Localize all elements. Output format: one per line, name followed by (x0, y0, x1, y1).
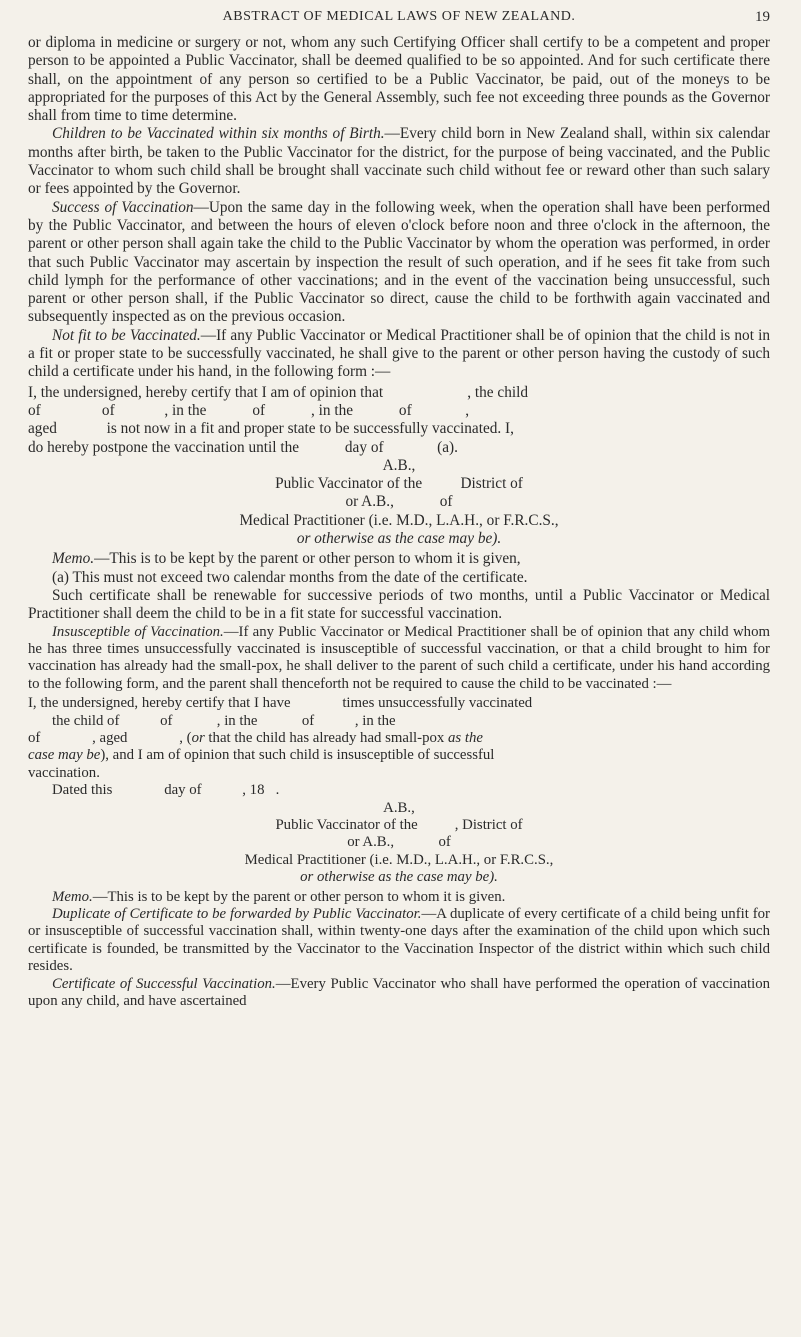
form-line (28, 730, 770, 747)
paragraph-successful-certificate (28, 976, 770, 1011)
certificate-form-postpone (28, 384, 770, 549)
form-text-italic: as the (448, 729, 483, 746)
signature-line: Medical Practitioner (i.e. M.D., L.A.H., or F.R.C.S., (244, 851, 554, 868)
page-header (28, 8, 770, 30)
form-line: aged is not now in a fit and proper state to be successfully vaccinated. I, (28, 420, 514, 438)
signature-line: A.B., (382, 456, 416, 474)
signature-line: or otherwise as the case may be). (296, 530, 502, 548)
memo-text: —This is to be kept by the parent or other person to whom it is given. (92, 888, 506, 905)
note-a: (a) This must not exceed two calendar months from the date of the certificate. (52, 568, 528, 586)
form-line: I, the undersigned, hereby certify that I am of opinion that , the child (28, 383, 528, 401)
section-heading: Children to be Vaccinated within six months of Birth. (52, 125, 385, 143)
form-line: of of , in the of , in the of , (28, 401, 470, 419)
form-text: ), and I am of opinion that such child is insusceptible of successful (100, 747, 495, 764)
form-line: I, the undersigned, hereby certify that I have times unsuccessfully vaccinated (28, 695, 533, 712)
form-text: that the child has already had small-pox (204, 729, 448, 746)
signature-line: Medical Practitioner (i.e. M.D., L.A.H., or F.R.C.S., (239, 511, 559, 529)
section-heading: Success of Vaccination (52, 198, 194, 216)
signature-line: Public Vaccinator of the District of (275, 475, 523, 493)
section-heading: Insusceptible of Vaccination. (52, 623, 224, 640)
certificate-form-insusceptible (28, 695, 770, 886)
paragraph-not-fit (28, 327, 770, 382)
form-text-italic: case may be (28, 747, 101, 764)
form-text: of , aged , ( (28, 729, 192, 746)
section-heading: Duplicate of Certificate to be forwarded by Public Vaccinator. (52, 906, 422, 922)
paragraph-insusceptible (28, 624, 770, 694)
memo-text: —This is to be kept by the parent or other person to whom it is given, (94, 550, 521, 568)
memo-insusceptible (28, 889, 770, 906)
paragraph-success (28, 199, 770, 327)
section-heading: Certificate of Successful Vaccination. (52, 975, 276, 992)
memo-heading: Memo. (52, 888, 93, 905)
paragraph-text: —If any Public Vaccinator or Medical Practitioner shall be of opinion that the child is not in a fit or proper state to be successfully vaccinated, he shall give to the parent or other person having the custody of such child a certificate under his hand, in the following form :— (28, 326, 770, 381)
page-number: 19 (755, 9, 770, 25)
paragraph-renewal: Such certificate shall be renewable for successive periods of two months, until a Public Vaccinator or Medical Practitioner shall deem the child to be in a fit state for successful vaccination. (28, 586, 770, 623)
signature-line: Public Vaccinator of the , District of (275, 816, 523, 833)
form-line: vaccination. (28, 764, 100, 781)
memo-postpone (28, 550, 770, 568)
paragraph-children-vaccinated (28, 125, 770, 198)
memo-heading: Memo. (52, 550, 95, 568)
paragraph-duplicate (28, 906, 770, 976)
paragraph-text: —Upon the same day in the following week, when the operation shall have been performed by the Public Vaccinator, and between the hours of eleven o'clock before noon and three o'clock in the afternoon, the parent or other person shall again take the child to the Public Vaccinator by whom the operation was performed, in order that such Public Vaccinator may ascertain by inspection the result of such operation, and if he sees fit take from such child lymph for the performance of other vaccinations; and in the event of the vaccination being unsuccessful, such parent or other person shall, if the Public Vaccinator so direct, cause the child to be forthwith again vaccinated and subsequently inspected as on the previous occasion. (28, 198, 770, 326)
paragraph-text: —Every child born in New Zealand shall, within six calendar months after birth, be taken to the Public Vaccinator for the district, for the purpose of being vaccinated, and the Public Vaccinator to whom such child shall be brought shall vaccinate such child without fee or reward other than such salary or fees appointed by the Governor. (28, 125, 770, 198)
running-head: ABSTRACT OF MEDICAL LAWS OF NEW ZEALAND. (222, 9, 576, 24)
form-line (28, 747, 770, 764)
dated-line: Dated this day of , 18 . (52, 782, 280, 799)
paragraph-text: —Every Public Vaccinator who shall have performed the operation of vaccination upon any child, and have ascertained (28, 975, 770, 1010)
signature-line: or A.B., of (347, 834, 451, 851)
signature-line: or A.B., of (345, 493, 453, 511)
paragraph-text: —If any Public Vaccinator or Medical Practitioner shall be of opinion that any child whom he has three times unsuccessfully vaccinated is insusceptible of successful vaccination, or that a child brought to him for vaccination has already had the small-pox, he shall deliver to the parent of such child a certificate, under his hand according to the following form, and the parent shall thenceforth not be required to cause the child to be vaccinated :— (28, 623, 770, 692)
form-line: the child of of , in the of , in the (52, 712, 396, 729)
signature-line: or otherwise as the case may be). (300, 869, 498, 886)
paragraph-appointment: or diploma in medicine or surgery or not, whom any such Certifying Officer shall certify to be a competent and proper person to be appointed a Public Vaccinator, shall be deemed qualified to be so appointed. And for such certificate there shall, on the appointment of any person so certified to be a Public Vaccinator, be paid, out of the moneys to be appropriated for the purposes of this Act by the General Assembly, such fee not exceeding three pounds as the Governor shall from time to time determine. (28, 34, 770, 125)
signature-line: A.B., (383, 799, 415, 816)
section-heading: Not fit to be Vaccinated. (52, 326, 201, 344)
form-text-italic: or (191, 729, 205, 746)
page-body (28, 34, 770, 1010)
form-line: do hereby postpone the vaccination until the day of (a). (28, 438, 458, 456)
paragraph-text: —A duplicate of every certificate of a child being unfit for or insusceptible of successful vaccination shall, within twenty-one days after the examination of the child upon which such certificate is founded, be transmitted by the Vaccinator to the Vaccination Inspector of the district within which such child resides. (28, 906, 770, 975)
